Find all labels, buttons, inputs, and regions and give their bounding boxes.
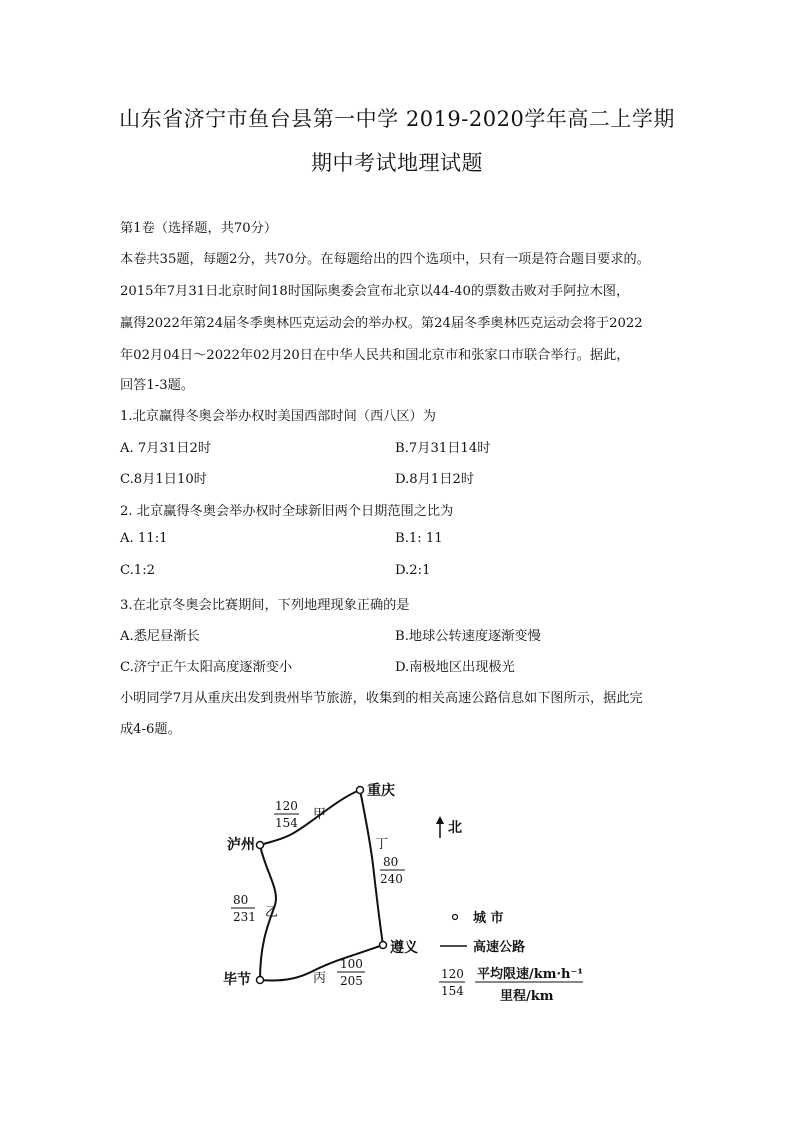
title-line-2: 期中考试地理试题 bbox=[311, 151, 483, 175]
passage-line: 2015年7月31日北京时间18时国际奥委会宣布北京以44-40的票数击败对手阿拉木图， bbox=[120, 284, 630, 299]
city-label-luzhou: 泸州 bbox=[227, 837, 255, 853]
passage-line: 年02月04日～2022年02月20日在中华人民共和国北京市和张家口市联合举行。据此， bbox=[120, 348, 630, 363]
question-2-stem: 2. 北京赢得冬奥会举办权时全球新旧两个日期范围之比为 bbox=[120, 504, 454, 519]
option-3b: B.地球公转速度逐渐变慢 bbox=[395, 629, 541, 644]
option-3c: C.济宁正午太阳高度逐渐变小 bbox=[120, 660, 293, 675]
road-speed-ding: 80 bbox=[383, 855, 399, 869]
north-label: 北 bbox=[448, 820, 462, 836]
legend-distance-label: 里程/km bbox=[500, 989, 554, 1004]
road-distance-jia: 154 bbox=[275, 816, 298, 830]
option-1a: A. 7月31日2时 bbox=[120, 441, 212, 456]
road-distance-bing: 205 bbox=[340, 974, 363, 988]
option-3d: D.南极地区出现极光 bbox=[395, 660, 515, 675]
road-distance-ding: 240 bbox=[380, 872, 403, 886]
city-label-bijie: 毕节 bbox=[223, 972, 251, 988]
city-marker-chongqing bbox=[357, 787, 364, 794]
option-1d: D.8月1日2时 bbox=[395, 472, 475, 487]
passage-line: 赢得2022年第24届冬季奥林匹克运动会的举办权。第24届冬季奥林匹克运动会将于2022 bbox=[120, 316, 643, 331]
road-speed-jia: 120 bbox=[275, 799, 298, 813]
road-ding bbox=[360, 790, 383, 945]
road-label-jia: 甲 bbox=[313, 807, 327, 822]
legend-city-icon bbox=[453, 915, 458, 920]
road-label-ding: 丁 bbox=[375, 837, 389, 852]
question-1-stem: 1.北京赢得冬奥会举办权时美国西部时间（西八区）为 bbox=[120, 409, 436, 424]
city-marker-bijie bbox=[257, 977, 264, 984]
question-3-stem: 3.在北京冬奥会比赛期间，下列地理现象正确的是 bbox=[120, 598, 410, 613]
option-2b: B.1: 11 bbox=[395, 531, 443, 546]
legend-road-label: 高速公路 bbox=[473, 940, 526, 955]
road-speed-bing: 100 bbox=[340, 957, 363, 971]
title-line-1: 山东省济宁市鱼台县第一中学 2019-2020学年高二上学期 bbox=[119, 107, 675, 131]
instructions: 本卷共35题，每题2分，共70分。在每题给出的四个选项中，只有一项是符合题目要求的。 bbox=[120, 252, 650, 267]
legend-sample-speed: 120 bbox=[441, 967, 464, 981]
highway-map bbox=[215, 770, 595, 1020]
city-label-chongqing: 重庆 bbox=[367, 783, 395, 799]
road-label-yi: 乙 bbox=[265, 905, 279, 920]
road-label-bing: 丙 bbox=[313, 971, 327, 986]
legend-sample-distance: 154 bbox=[441, 984, 464, 998]
option-1b: B.7月31日14时 bbox=[395, 441, 491, 456]
option-2d: D.2:1 bbox=[395, 563, 431, 578]
passage-line: 小明同学7月从重庆出发到贵州毕节旅游，收集到的相关高速公路信息如下图所示，据此完 bbox=[120, 691, 643, 706]
north-arrow-head-icon bbox=[436, 816, 444, 824]
section-heading: 第1卷（选择题，共70分） bbox=[120, 221, 278, 236]
option-1c: C.8月1日10时 bbox=[120, 472, 207, 487]
road-distance-yi: 231 bbox=[233, 910, 256, 924]
option-2a: A. 11:1 bbox=[120, 531, 168, 546]
passage-line: 成4-6题。 bbox=[120, 722, 181, 737]
city-label-zunyi: 遵义 bbox=[390, 940, 418, 956]
legend-speed-label: 平均限速/km·h⁻¹ bbox=[477, 967, 584, 982]
city-marker-zunyi bbox=[380, 942, 387, 949]
option-3a: A.悉尼昼渐长 bbox=[120, 629, 200, 644]
road-speed-yi: 80 bbox=[233, 893, 249, 907]
passage-line: 回答1-3题。 bbox=[120, 378, 194, 393]
legend-city-label: 城 市 bbox=[473, 911, 504, 926]
city-marker-luzhou bbox=[257, 842, 264, 849]
option-2c: C.1:2 bbox=[120, 563, 156, 578]
